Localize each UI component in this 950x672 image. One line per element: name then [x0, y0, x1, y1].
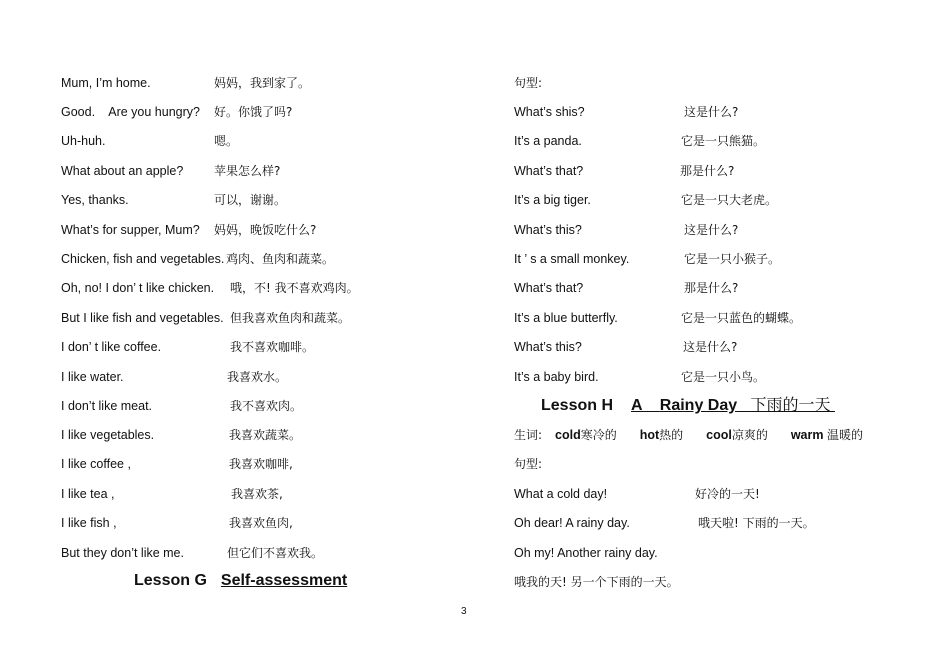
chinese-text: 鸡肉、鱼肉和蔬菜。 [226, 252, 335, 266]
vocab-word-zh: 寒冷的 [580, 428, 617, 442]
vocab-word-en: warm [790, 428, 824, 442]
chinese-text: 它是一只熊猫。 [681, 134, 766, 148]
chinese-text: 哦天啦! 下雨的一天。 [698, 516, 815, 530]
english-text: What’s that? [514, 164, 584, 178]
english-text: What a cold day! [514, 487, 608, 501]
english-text: What’s this? [514, 223, 582, 237]
english-text: Uh-huh. [61, 134, 106, 148]
chinese-text: 这是什么? [683, 340, 738, 354]
english-text: What about an apple? [61, 164, 184, 178]
chinese-text: 我喜欢蔬菜。 [229, 428, 302, 442]
english-text: But they don’t like me. [61, 546, 184, 560]
chinese-text: 我喜欢咖啡, [229, 457, 293, 471]
vocab-word-en: cool [706, 428, 732, 442]
english-line: Oh my! Another rainy day. [514, 546, 658, 560]
chinese-text: 我喜欢鱼肉, [229, 516, 293, 530]
chinese-text: 它是一只小猴子。 [684, 252, 781, 266]
vocab-word-en: hot [639, 428, 660, 442]
page-number: 3 [461, 606, 467, 617]
chinese-text: 好。你饿了吗? [214, 105, 293, 119]
sentence-pattern-label: 句型: [514, 76, 543, 90]
english-text: I like coffee , [61, 457, 131, 471]
english-text: It’s a big tiger. [514, 193, 591, 207]
chinese-text: 我不喜欢咖啡。 [230, 340, 315, 354]
english-text: Mum, I’m home. [61, 76, 151, 90]
sentence-pattern-label: 句型: [514, 457, 543, 471]
chinese-text: 它是一只小鸟。 [681, 370, 766, 384]
lesson-label: Lesson G [134, 572, 207, 589]
english-text: I like water. [61, 370, 124, 384]
chinese-text: 我喜欢水。 [227, 370, 288, 384]
english-text: It ’ s a small monkey. [514, 252, 630, 266]
vocab-word-en: cold [555, 428, 581, 442]
chinese-text: 嗯。 [214, 134, 239, 148]
english-text: It’s a baby bird. [514, 370, 599, 384]
english-text: What’s for supper, Mum? [61, 223, 200, 237]
chinese-text: 它是一只蓝色的蝴蝶。 [681, 311, 802, 325]
lesson-title: Self-assessment [220, 572, 348, 589]
chinese-text: 好冷的一天! [695, 487, 760, 501]
chinese-text: 我不喜欢肉。 [230, 399, 303, 413]
lesson-g-heading [134, 571, 347, 591]
chinese-text: 这是什么? [684, 223, 739, 237]
vocab-word-zh: 凉爽的 [731, 428, 768, 442]
english-text: It’s a panda. [514, 134, 582, 148]
english-text: I like vegetables. [61, 428, 155, 442]
vocab-word-zh: 温暖的 [826, 428, 863, 442]
chinese-text: 但它们不喜欢我。 [227, 546, 324, 560]
english-text: I don’ t like coffee. [61, 340, 162, 354]
english-text: What’s shis? [514, 105, 585, 119]
chinese-text: 它是一只大老虎。 [681, 193, 778, 207]
chinese-text: 哦，不! 我不喜欢鸡肉。 [230, 281, 359, 295]
lesson-title-en: Rainy Day [659, 397, 738, 414]
english-text: I like tea , [61, 487, 115, 501]
lesson-label: Lesson H [541, 397, 614, 414]
chinese-text: 那是什么? [680, 164, 735, 178]
chinese-text: 苹果怎么样? [214, 164, 281, 178]
english-text: Chicken, fish and vegetables. [61, 252, 225, 266]
english-text: Good. Are you hungry? [61, 105, 200, 119]
chinese-text: 那是什么? [684, 281, 739, 295]
english-text: What’s that? [514, 281, 584, 295]
vocabulary-line [514, 427, 863, 443]
vocab-label: 生词: [514, 428, 543, 442]
vocab-word-zh: 热的 [659, 428, 684, 442]
chinese-text: 妈妈，我到家了。 [214, 76, 311, 90]
english-text: Yes, thanks. [61, 193, 129, 207]
chinese-text: 我喜欢茶, [231, 487, 283, 501]
chinese-line: 哦我的天! 另一个下雨的一天。 [514, 575, 679, 589]
chinese-text: 妈妈，晚饭吃什么? [214, 223, 317, 237]
english-text: Oh, no! I don’ t like chicken. [61, 281, 215, 295]
chinese-text: 但我喜欢鱼肉和蔬菜。 [230, 311, 351, 325]
english-text: It’s a blue butterfly. [514, 311, 618, 325]
lesson-title-a: A [631, 397, 642, 414]
english-text: What’s this? [514, 340, 582, 354]
english-text: Oh dear! A rainy day. [514, 516, 630, 530]
english-text: But I like fish and vegetables. [61, 311, 224, 325]
english-text: I like fish , [61, 516, 117, 530]
lesson-h-heading [541, 395, 835, 416]
chinese-text: 这是什么? [684, 105, 739, 119]
chinese-text: 可以，谢谢。 [214, 193, 287, 207]
english-text: I don’t like meat. [61, 399, 153, 413]
lesson-title-zh: 下雨的一天 [750, 395, 831, 414]
